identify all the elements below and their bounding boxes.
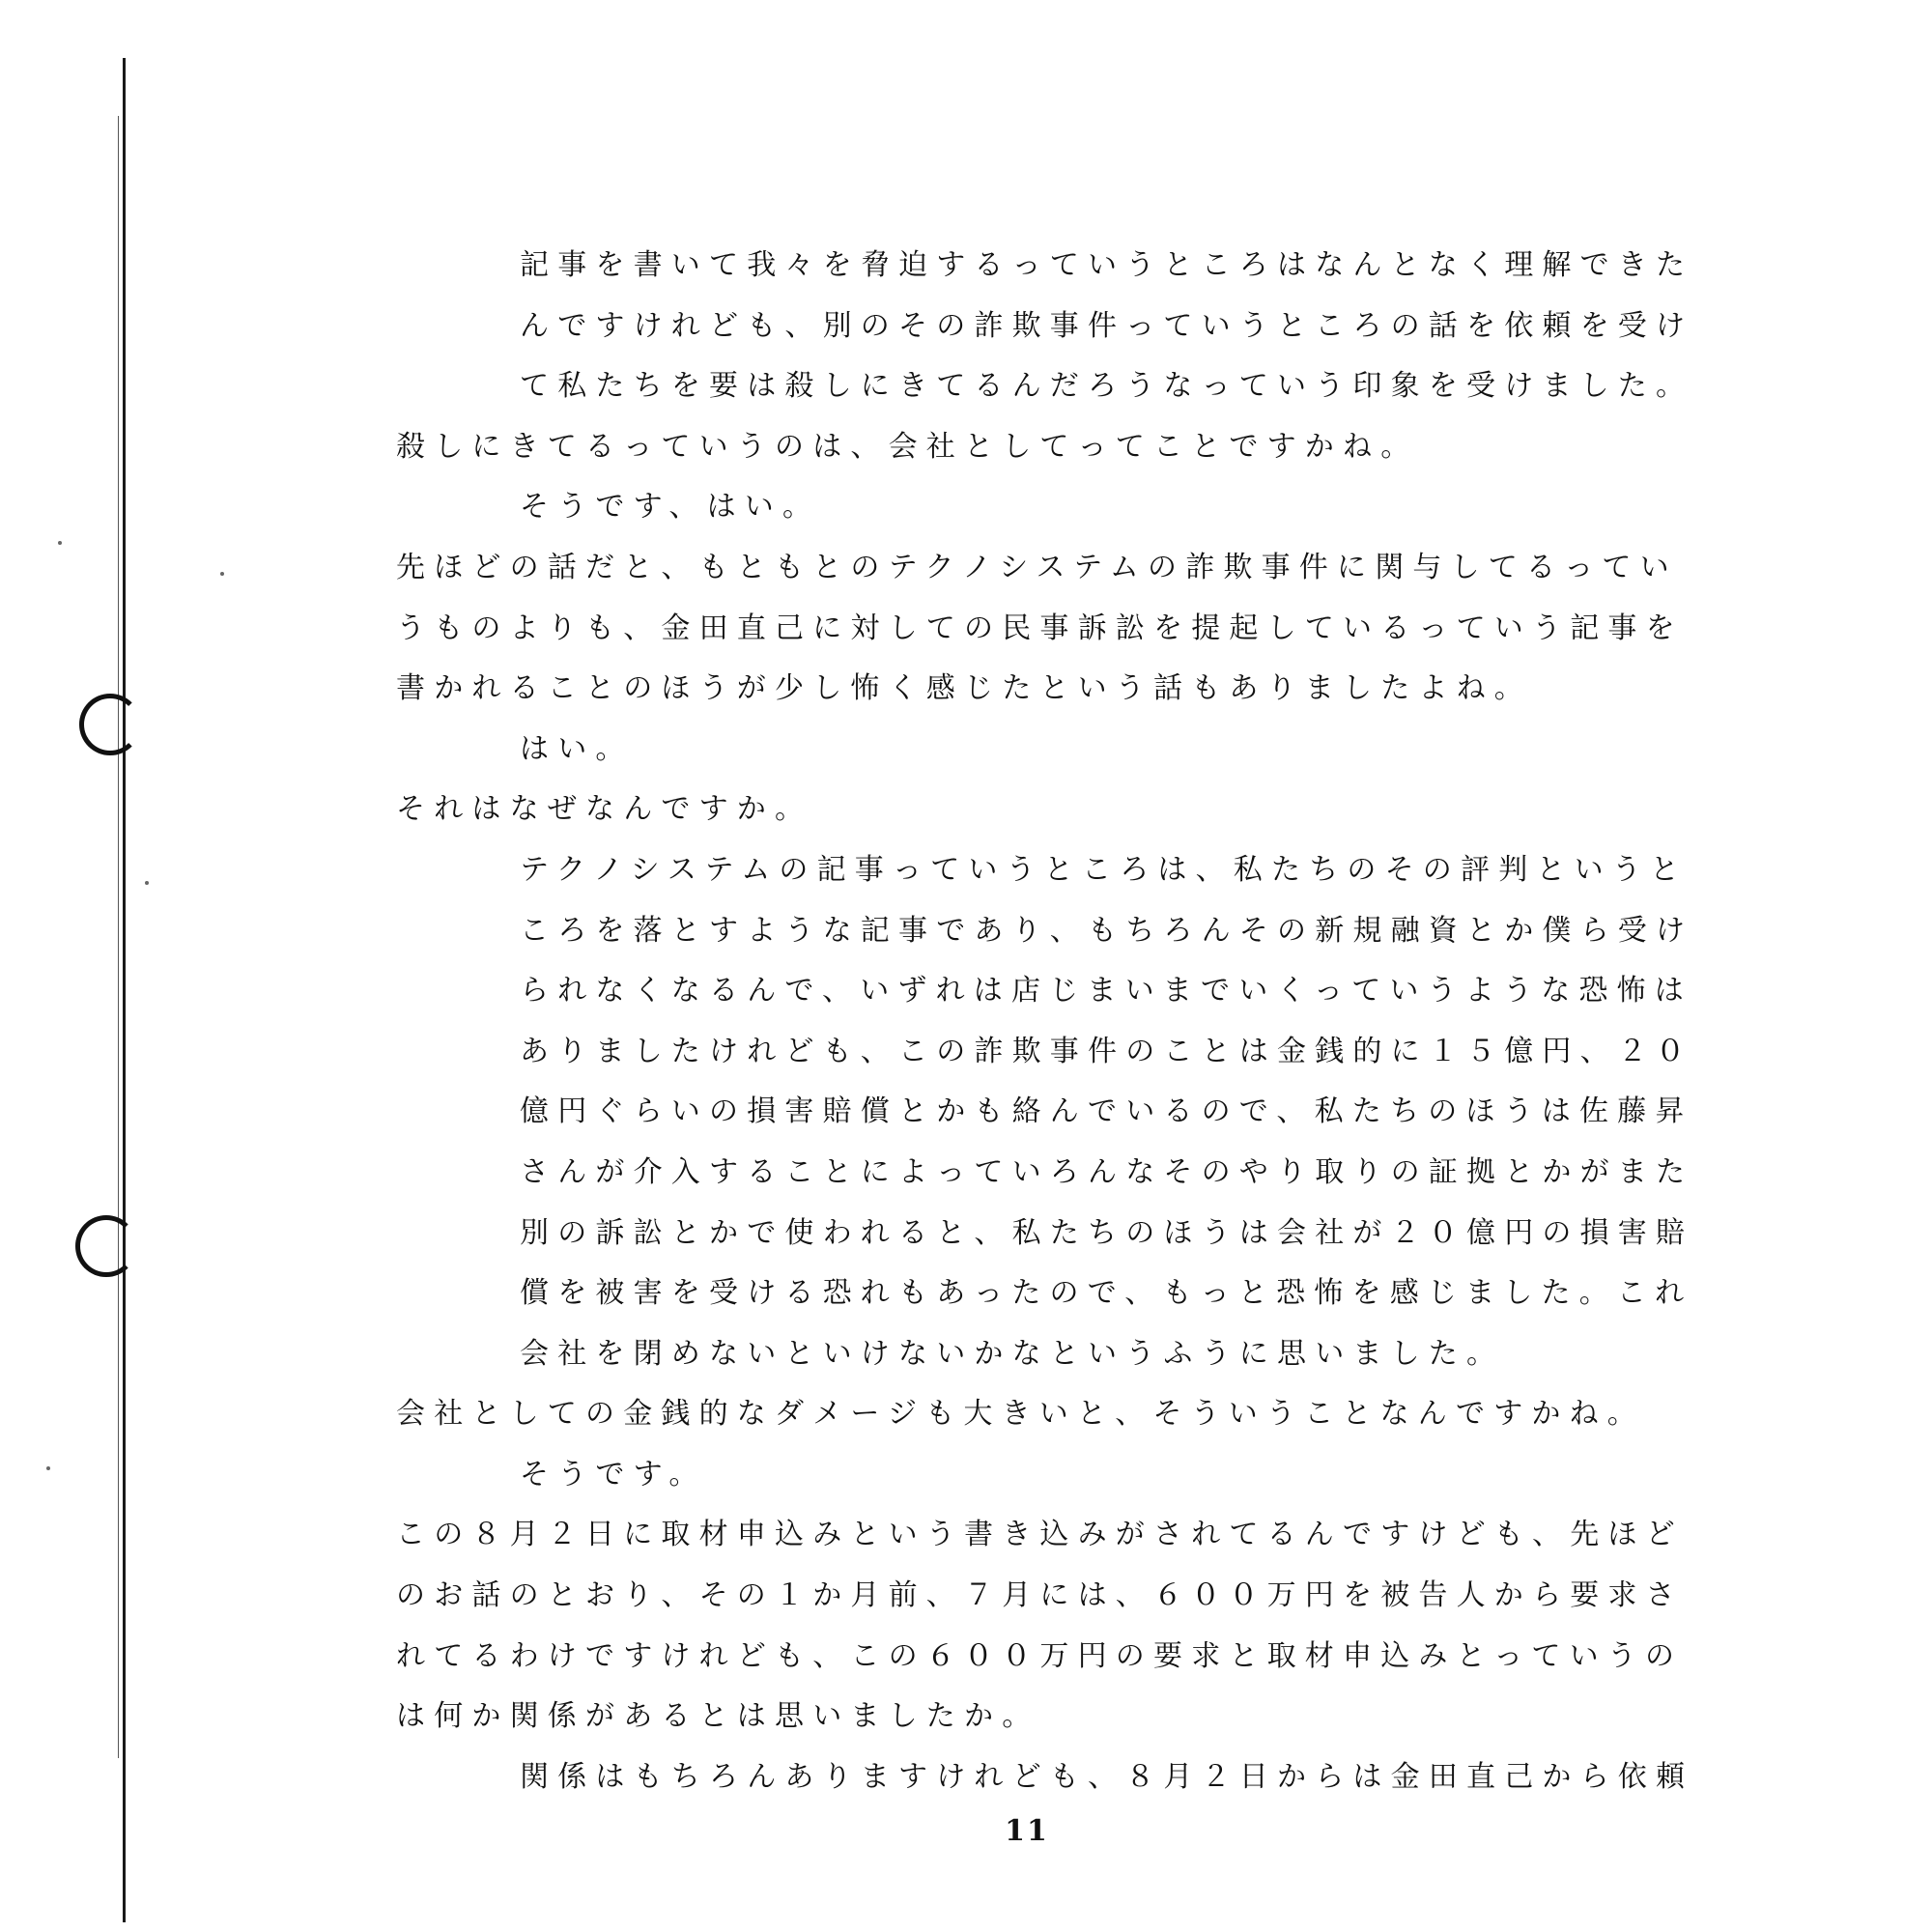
question-line: この８月２日に取材申込みという書き込みがされてるんですけども、先ほど [396, 1518, 1684, 1552]
answer-line: んですけれども、別のその詐欺事件っていうところの話を依頼を受け [520, 308, 1694, 343]
answer-line: ありましたけれども、この詐欺事件のことは金銭的に１５億円、２０ [520, 1034, 1694, 1068]
answer-line: さんが介入することによっていろんなそのやり取りの証拠とかがまた [520, 1154, 1694, 1189]
answer-line: 記事を書いて我々を脅迫するっていうところはなんとなく理解できた [520, 248, 1694, 282]
answer-line: テクノシステムの記事っていうところは、私たちのその評判というと [520, 852, 1689, 887]
scan-speck [58, 541, 62, 545]
question-line: は何か関係があるとは思いましたか。 [396, 1699, 1040, 1734]
answer-line: 別の訴訟とかで使われると、私たちのほうは会社が２０億円の損害賠 [520, 1215, 1694, 1250]
question-line: 先ほどの話だと、もともとのテクノシステムの詐欺事件に関与してるってい [396, 550, 1678, 584]
scan-speck [46, 1466, 50, 1470]
question-line: それはなぜなんですか。 [396, 792, 813, 827]
binder-edge-shadow [118, 116, 119, 1758]
binder-edge-line [123, 58, 126, 1922]
question-line: のお話のとおり、その１か月前、７月には、６００万円を被告人から要求さ [396, 1578, 1684, 1613]
question-line: れてるわけですけれども、この６００万円の要求と取材申込みとっていうの [396, 1638, 1684, 1673]
punch-hole-icon [79, 694, 141, 755]
answer-line: 関係はもちろんありますけれども、８月２日からは金田直己から依頼 [520, 1759, 1694, 1794]
punch-hole-icon [75, 1215, 137, 1277]
answer-line: そうです。 [520, 1457, 707, 1492]
answer-line: 会社を閉めないといけないかなというふうに思いました。 [520, 1336, 1505, 1371]
scan-speck [220, 572, 224, 576]
answer-line: ころを落とすような記事であり、もちろんその新規融資とか僕ら受け [520, 913, 1694, 948]
question-line: うものよりも、金田直己に対しての民事訴訟を提起しているっていう記事を [396, 611, 1684, 645]
transcript-body [396, 236, 1826, 1807]
question-line: 書かれることのほうが少し怖く感じたという話もありましたよね。 [396, 671, 1532, 706]
scan-speck [145, 881, 149, 885]
page-number: 11 [1005, 1814, 1049, 1848]
answer-line: 億円ぐらいの損害賠償とかも絡んでいるので、私たちのほうは佐藤昇 [520, 1094, 1693, 1129]
question-line: 殺しにきてるっていうのは、会社としてってことですかね。 [396, 429, 1419, 464]
question-line: 会社としての金銭的なダメージも大きいと、そういうことなんですかね。 [396, 1397, 1645, 1432]
answer-line: 償を被害を受ける恐れもあったので、もっと恐怖を感じました。これ [520, 1276, 1693, 1311]
answer-line: られなくなるんで、いずれは店じまいまでいくっていうような恐怖は [520, 974, 1692, 1009]
answer-line: はい。 [520, 731, 634, 766]
answer-line: そうです、はい。 [520, 490, 821, 525]
answer-line: て私たちを要は殺しにきてるんだろうなっていう印象を受けました。 [520, 369, 1694, 404]
